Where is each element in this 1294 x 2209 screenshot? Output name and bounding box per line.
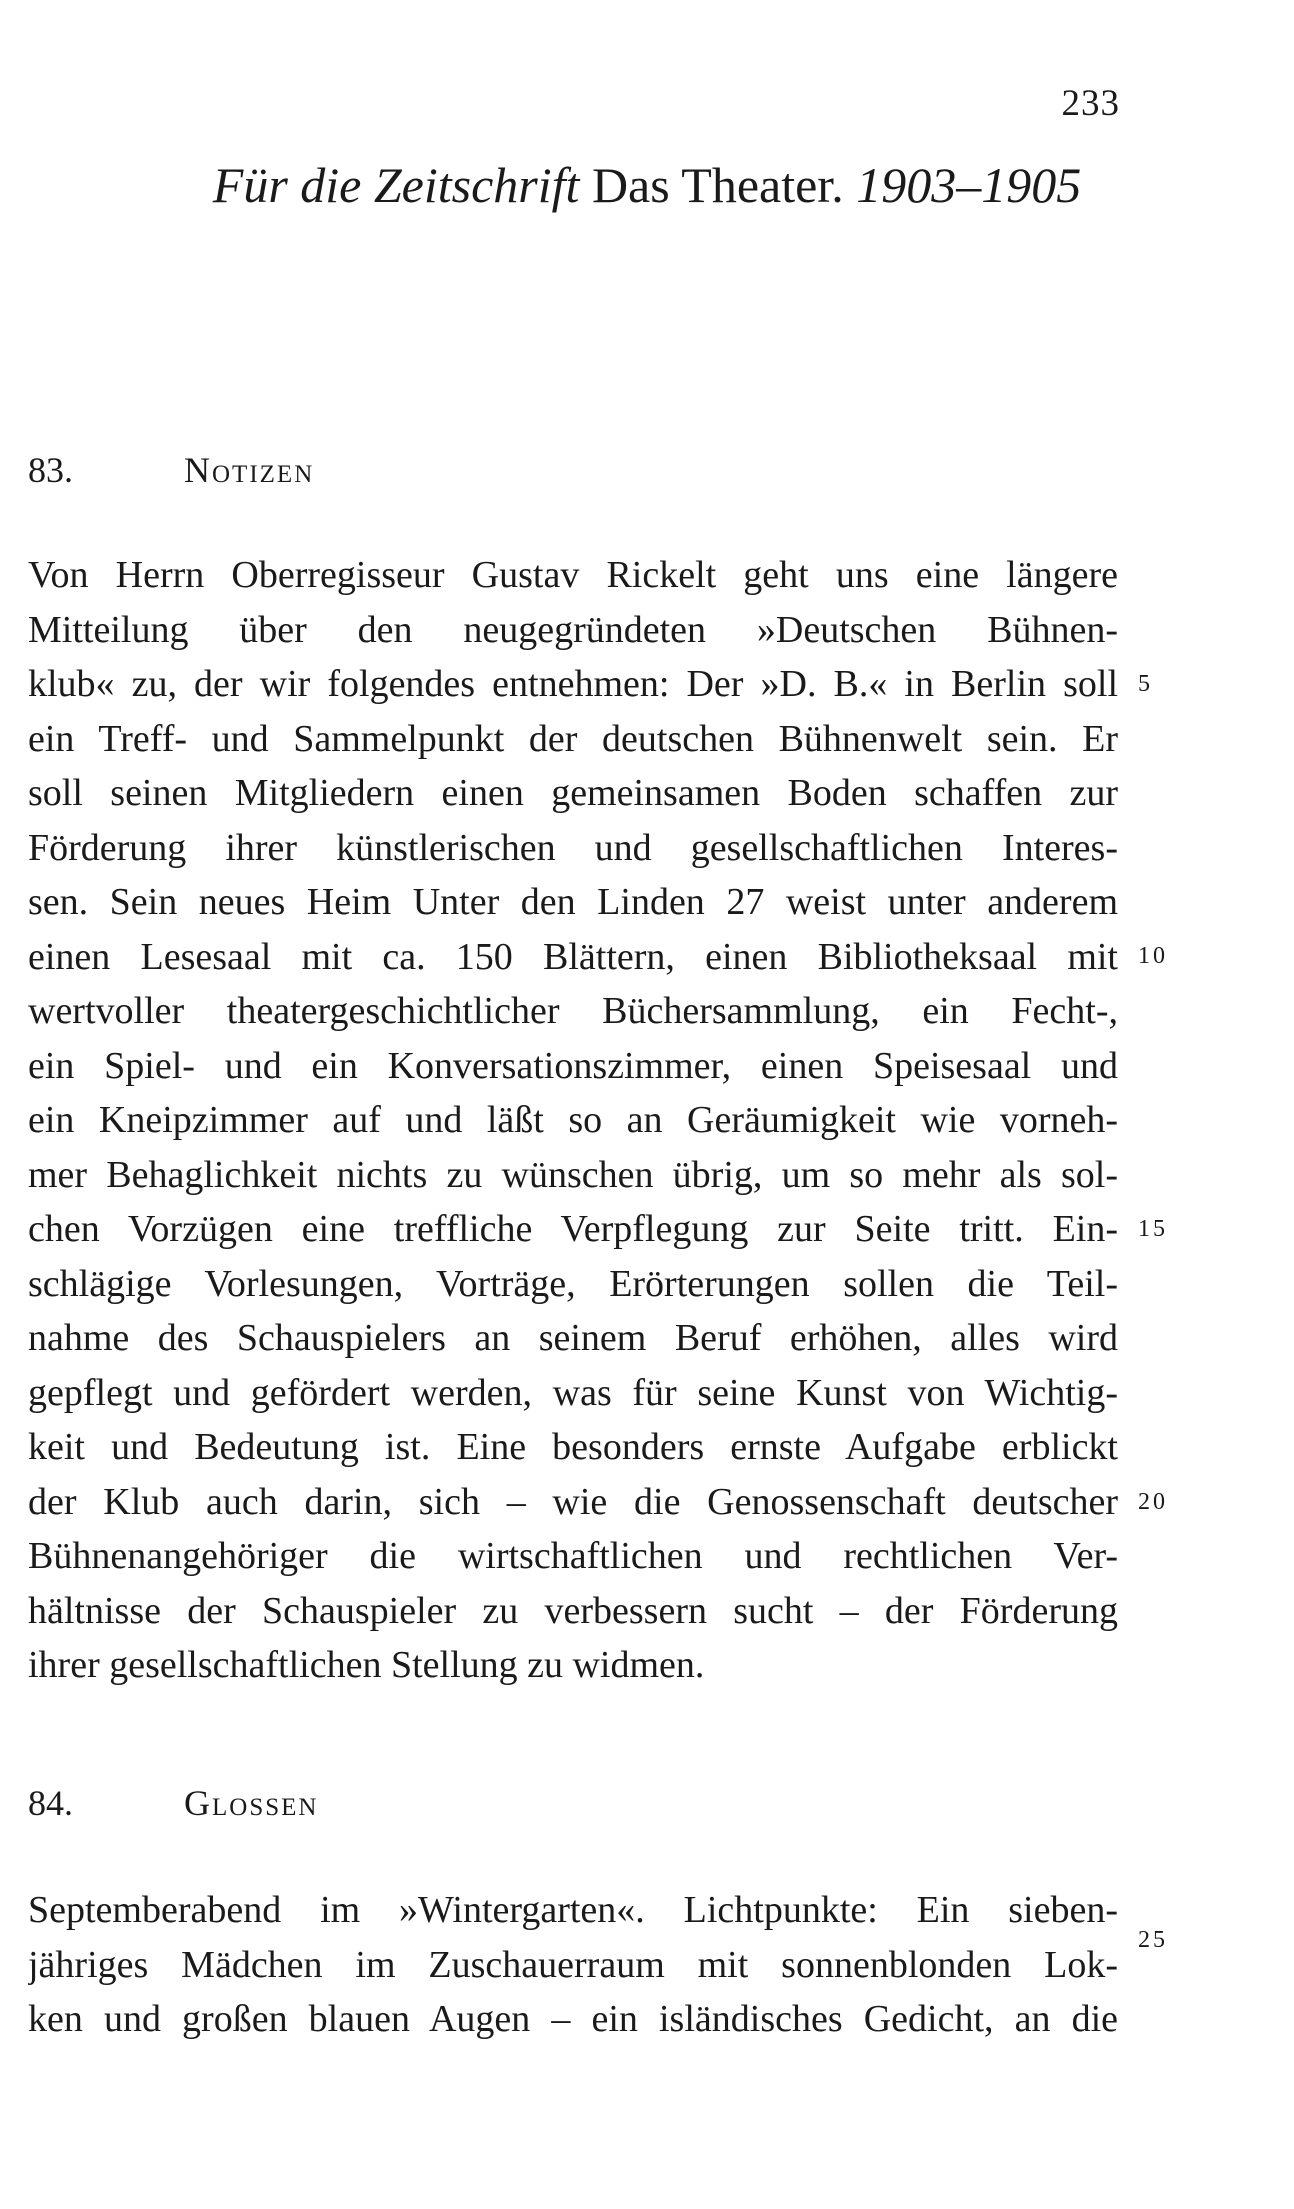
text-line: ihrer gesellschaftlichen Stellung zu widmen. (28, 1644, 705, 1686)
section-title: Glossen (184, 1783, 319, 1823)
text-line: ein Kneipzimmer auf und läßt so an Geräumigkeit wie vorneh- (28, 1099, 1118, 1141)
chapter-title-roman: Das Theater. (591, 157, 844, 213)
text-line: Förderung ihrer künstlerischen und gesellschaftlichen Interes- (28, 826, 1118, 869)
text-line: Mitteilung über den neugegründeten »Deutschen Bühnen- (28, 608, 1118, 651)
text-line: keit und Bedeutung ist. Eine besonders ernste Aufgabe erblickt (28, 1426, 1118, 1468)
section-heading-84 (28, 1785, 318, 1821)
text-line: hältnisse der Schauspieler zu verbessern sucht – der Förderung (28, 1589, 1118, 1632)
text-line: mer Behaglichkeit nichts zu wünschen übrig, um so mehr als sol- (28, 1153, 1118, 1196)
section-number: 83. (28, 450, 73, 490)
section-84-text (28, 1883, 1118, 2047)
line-number-15: 15 (1138, 1216, 1168, 1242)
text-line: Bühnenangehöriger die wirtschaftlichen und rechtlichen Ver- (28, 1535, 1118, 1577)
chapter-title-years: 1903–1905 (856, 157, 1082, 213)
text-line: chen Vorzügen eine treffliche Verpflegung zur Seite tritt. Ein- (28, 1208, 1118, 1250)
text-line: schlägige Vorlesungen, Vorträge, Erörterungen sollen die Teil- (28, 1262, 1118, 1305)
section-number: 84. (28, 1783, 73, 1823)
text-line: einen Lesesaal mit ca. 150 Blättern, einen Bibliotheksaal mit (28, 935, 1118, 978)
text-line: Von Herrn Oberregisseur Gustav Rickelt geht uns eine längere (28, 554, 1118, 596)
text-line: wertvoller theatergeschichtlicher Büchersammlung, ein Fecht-, (28, 990, 1118, 1032)
text-line: ein Spiel- und ein Konversationszimmer, einen Speisesaal und (28, 1044, 1118, 1087)
text-line: gepflegt und gefördert werden, was für seine Kunst von Wichtig- (28, 1371, 1118, 1414)
text-line: klub« zu, der wir folgendes entnehmen: Der »D. B.« in Berlin soll (28, 663, 1118, 705)
section-title: Notizen (184, 450, 315, 490)
chapter-title-italic: Für die Zeitschrift (212, 157, 580, 213)
text-line: Septemberabend im »Wintergarten«. Lichtpunkte: Ein sieben- (28, 1889, 1118, 1931)
line-number-20: 20 (1138, 1489, 1168, 1515)
text-line: jähriges Mädchen im Zuschauerraum mit sonnenblonden Lok- (28, 1943, 1118, 1986)
text-line: ken und großen blauen Augen – ein isländisches Gedicht, an die (28, 1998, 1118, 2040)
line-number-25: 25 (1138, 1927, 1168, 1953)
text-line: soll seinen Mitgliedern einen gemeinsamen Boden schaffen zur (28, 772, 1118, 814)
page-number: 233 (1061, 83, 1120, 124)
line-number-5: 5 (1138, 671, 1153, 697)
line-number-10: 10 (1138, 943, 1168, 969)
text-line: sen. Sein neues Heim Unter den Linden 27 weist unter anderem (28, 881, 1118, 923)
text-line: ein Treff- und Sammelpunkt der deutschen Bühnenwelt sein. Er (28, 717, 1118, 760)
chapter-title (0, 157, 1294, 213)
text-line: der Klub auch darin, sich – wie die Genossenschaft deutscher (28, 1480, 1118, 1523)
text-line: nahme des Schauspielers an seinem Beruf erhöhen, alles wird (28, 1317, 1118, 1359)
section-heading-83 (28, 452, 314, 488)
section-83-text (28, 548, 1118, 1693)
